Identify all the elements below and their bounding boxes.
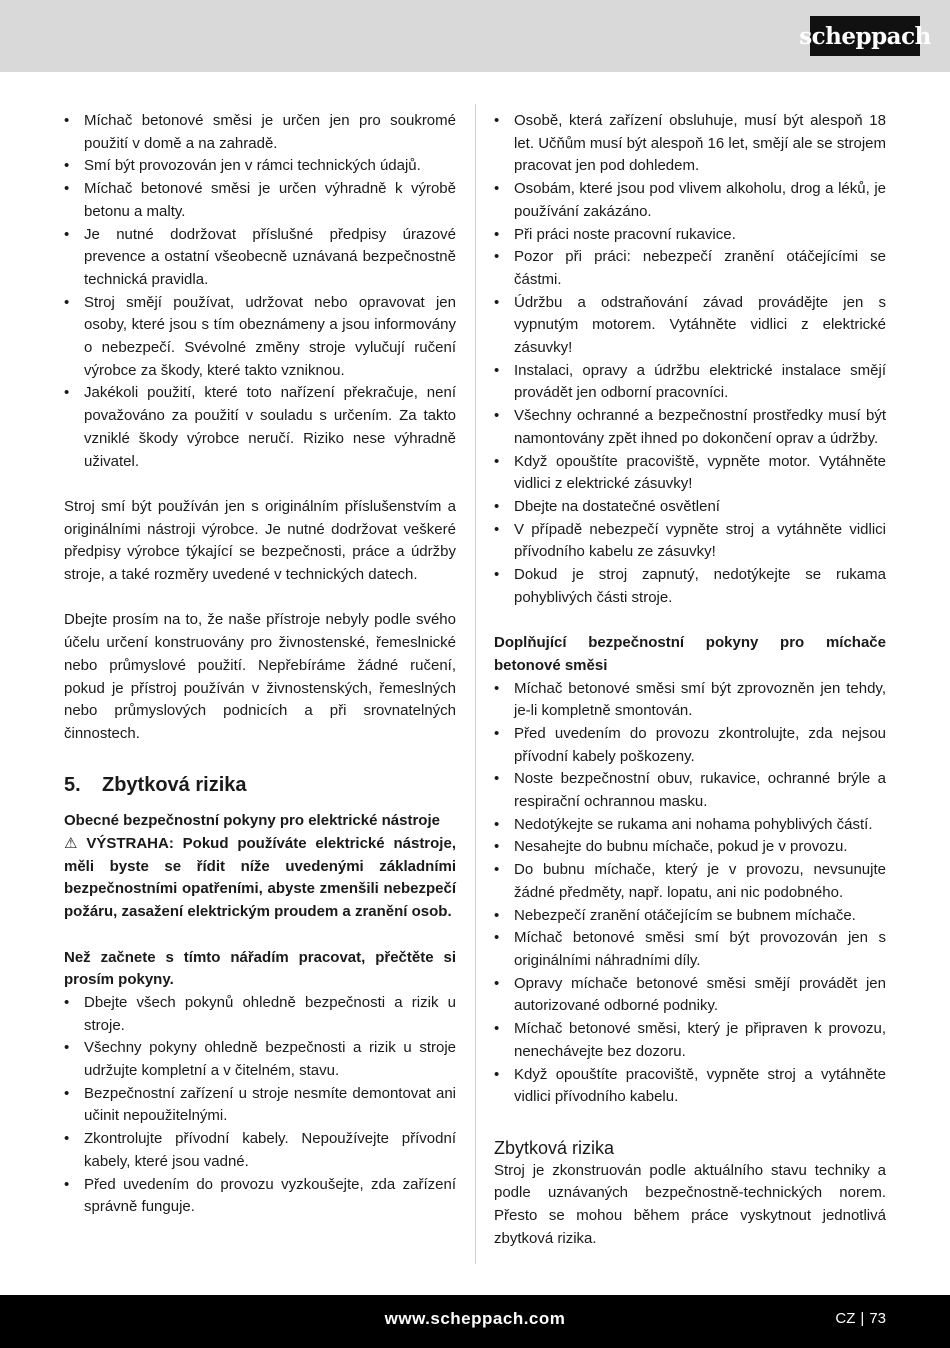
general-safety-list <box>64 992 456 1219</box>
header-band <box>0 0 950 72</box>
scheppach-logo: scheppach <box>810 16 920 56</box>
footer-band <box>0 1295 950 1348</box>
list-item: • Stroj smějí používat, udržovat nebo opravovat jen osoby, které jsou s tím obeznámeny a jsou informovány o nebezpečí. Svévolné změny stroje vylučují ručení výrobce za škody, které takto vzniknou. <box>64 292 456 383</box>
right-column <box>494 110 886 1250</box>
language-code: CZ <box>835 1310 856 1327</box>
list-item: • Míchač betonové směsi je určen jen pro soukromé použití v domě a na zahradě. <box>64 110 456 155</box>
list-item: • Zkontrolujte přívodní kabely. Nepoužívejte přívodní kabely, které jsou vadné. <box>64 1128 456 1173</box>
warning-triangle-icon: ⚠ <box>64 835 78 853</box>
list-item: • Míchač betonové směsi smí být zprovozněn jen tehdy, je-li kompletně smontován. <box>494 678 886 723</box>
list-item: • Osobám, které jsou pod vlivem alkoholu, drog a léků, je používání zakázáno. <box>494 178 886 223</box>
page-number: 73 <box>869 1310 886 1327</box>
list-item: • Noste bezpečnostní obuv, rukavice, ochranné brýle a respirační ochrannou masku. <box>494 768 886 813</box>
list-item: • Pozor při práci: nebezpečí zranění otáčejícími se částmi. <box>494 246 886 291</box>
list-item: • Nedotýkejte se rukama ani nohama pohyblivých částí. <box>494 814 886 837</box>
list-item: • Bezpečnostní zařízení u stroje nesmíte demontovat ani učinit nepoužitelnými. <box>64 1083 456 1128</box>
separator: | <box>860 1310 865 1327</box>
residual-risks-paragraph: Stroj je zkonstruován podle aktuálního stavu techniky a podle uznávaných bezpečnostně-technických norem. Přesto se mohou během práce vyskytnout jednotlivá zbytková rizika. <box>494 1161 886 1247</box>
column-divider <box>475 104 476 1264</box>
list-item: • Míchač betonové směsi je určen výhradně k výrobě betonu a malty. <box>64 178 456 223</box>
mixer-safety-list <box>494 678 886 1109</box>
list-item: • Dokud je stroj zapnutý, nedotýkejte se rukama pohyblivých části stroje. <box>494 564 886 609</box>
warning-text: VÝSTRAHA: Pokud používáte elektrické nástroje, měli byste se řídit níže uvedenými základními bezpečnostními opatřeními, abyste zmenšili nebezpečí požáru, zasažení elektrickým proudem a zranění osob. <box>64 835 456 921</box>
list-item: • Před uvedením do provozu vyzkoušejte, zda zařízení správně funguje. <box>64 1174 456 1219</box>
list-item: • Údržbu a odstraňování závad provádějte jen s vypnutým motorem. Vytáhněte vidlici z elektrické zásuvky! <box>494 292 886 360</box>
mixer-safety-heading: Doplňující bezpečnostní pokyny pro míchače betonové směsi <box>494 634 886 674</box>
operator-safety-list <box>494 110 886 609</box>
list-item: • Jakékoli použití, které toto nařízení překračuje, není považováno za použití v souladu s určením. Za takto vzniklé škody výrobce neručí. Riziko nese výhradně uživatel. <box>64 382 456 473</box>
list-item: • Všechny ochranné a bezpečnostní prostředky musí být namontovány zpět ihned po dokončení oprav a údržby. <box>494 405 886 450</box>
list-item: • Míchač betonové směsi, který je připraven k provozu, nenechávejte bez dozoru. <box>494 1018 886 1063</box>
website-link[interactable]: www.scheppach.com <box>384 1309 566 1328</box>
list-item: • V případě nebezpečí vypněte stroj a vytáhněte vidlici přívodního kabelu ze zásuvky! <box>494 519 886 564</box>
section-heading <box>64 772 456 798</box>
general-safety-heading: Obecné bezpečnostní pokyny pro elektrické nástroje <box>64 812 440 830</box>
section-number: 5. <box>64 774 81 797</box>
section-title: Zbytková rizika <box>102 774 247 797</box>
list-item: • Dbejte všech pokynů ohledně bezpečnosti a rizik u stroje. <box>64 992 456 1037</box>
list-item: • Před uvedením do provozu zkontrolujte, zda nejsou přívodní kabely poškozeny. <box>494 723 886 768</box>
commercial-use-paragraph: Dbejte prosím na to, že naše přístroje nebyly podle svého účelu určení konstruovány pro živnostenské, řemeslnické nebo průmyslové použití. Nepřebíráme žádné ručení, pokud je přístroj používán v živnostenských, řemeslných nebo průmyslových podnicích a při srovnatelných činnostech. <box>64 611 456 742</box>
warning-paragraph <box>64 833 456 924</box>
list-item: • Do bubnu míchače, který je v provozu, nevsunujte žádné předměty, např. lopatu, ani nic podobného. <box>494 859 886 904</box>
list-item: • Při práci noste pracovní rukavice. <box>494 224 886 247</box>
list-item: • Nebezpečí zranění otáčejícím se bubnem míchače. <box>494 905 886 928</box>
list-item: • Osobě, která zařízení obsluhuje, musí být alespoň 18 let. Učňům musí být alespoň 16 let, smějí ale se strojem pracovat jen pod dohledem. <box>494 110 886 178</box>
list-item: • Všechny pokyny ohledně bezpečnosti a rizik u stroje udržujte kompletní a v čitelném, stavu. <box>64 1037 456 1082</box>
list-item: • Když opouštíte pracoviště, vypněte stroj a vytáhněte vidlici přívodního kabelu. <box>494 1064 886 1109</box>
list-item: • Nesahejte do bubnu míchače, pokud je v provozu. <box>494 836 886 859</box>
page-indicator <box>835 1310 886 1327</box>
left-column <box>64 110 456 1219</box>
list-item: • Míchač betonové směsi smí být provozován jen s originálními náhradními díly. <box>494 927 886 972</box>
intended-use-list <box>64 110 456 473</box>
residual-risks-heading: Zbytková rizika <box>494 1137 615 1158</box>
list-item: • Je nutné dodržovat příslušné předpisy úrazové prevence a ostatní všeobecně uznávaná bezpečnostně technická pravidla. <box>64 224 456 292</box>
list-item: • Když opouštíte pracoviště, vypněte motor. Vytáhněte vidlici z elektrické zásuvky! <box>494 451 886 496</box>
list-item: • Smí být provozován jen v rámci technických údajů. <box>64 155 456 178</box>
accessories-paragraph: Stroj smí být používán jen s originálním příslušenstvím a originálními nástroji výrobce. Je nutné dodržovat veškeré předpisy výrobce týkající se bezpečnosti, práce a údržby stroje, a také rozměry uvedené v technických datech. <box>64 497 456 584</box>
list-item: • Instalaci, opravy a údržbu elektrické instalace smějí provádět jen odborní pracovníci. <box>494 360 886 405</box>
list-item: • Opravy míchače betonové směsi smějí provádět jen autorizované odborné podniky. <box>494 973 886 1018</box>
list-item: • Dbejte na dostatečné osvětlení <box>494 496 886 519</box>
read-instructions-heading: Než začnete s tímto nářadím pracovat, přečtěte si prosím pokyny. <box>64 948 456 989</box>
